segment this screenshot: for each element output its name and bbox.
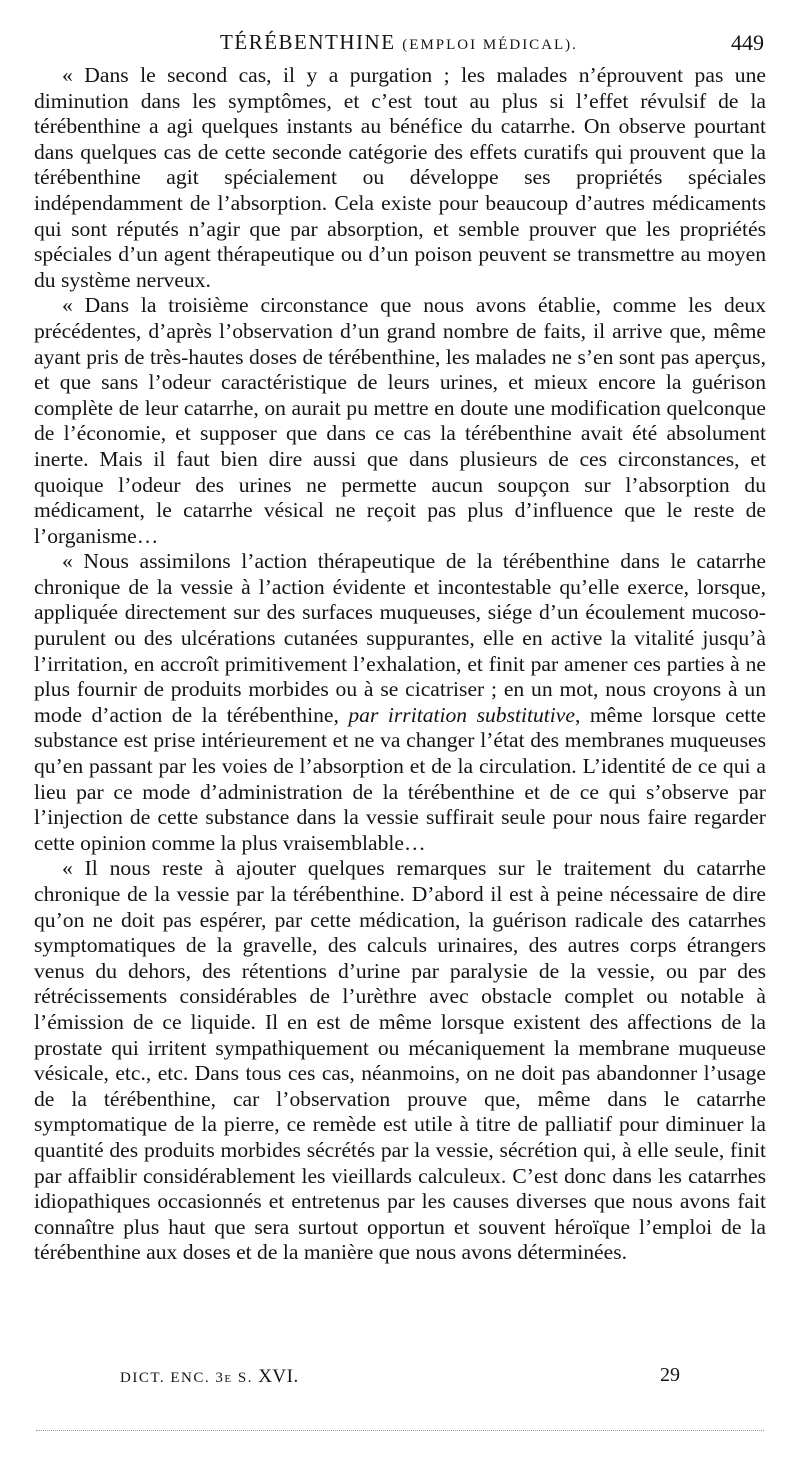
paragraph-3-text-after: , même lorsque cette substance est prise intérieurement et ne va changer l’état des membranes muqueuses qu’en passant par les voies de l’absorption et de la circulation. L’identité de ce qui a lieu par ce mode d’administration de la térébenthine et de ce qui s’observe par l’injection de cette substance dans la vessie suffirait seule pour nous faire regarder cette opinion comme la plus vraisemblable… bbox=[34, 702, 766, 855]
header-subtitle: (EMPLOI MÉDICAL). bbox=[402, 37, 578, 53]
header-title: TÉRÉBENTHINE bbox=[220, 30, 396, 54]
bottom-dotted-rule bbox=[36, 1430, 764, 1431]
paragraph-2: « Dans la troisième circonstance que nous avons établie, comme les deux précédentes, d’après l’observation d’un grand nombre de faits, il arrive que, même ayant pris de très-hautes doses de térébenthine, les malades ne s’en sont pas aperçus, et que sans l’odeur caractéristique de leurs urines, et mieux encore la guérison complète de leur catarrhe, on aurait pu mettre en doute une modification quelconque de l’économie, et supposer que dans ce cas la térébenthine avait été absolument inerte. Mais il faut bien dire aussi que dans plusieurs de ces circonstances, et quoique l’odeur des urines ne permette aucun soupçon sur l’absorption du médicament, le catarrhe vésical ne reçoit pas plus d’influence que le reste de l’organisme… bbox=[34, 293, 766, 548]
paragraph-1: « Dans le second cas, il y a purgation ; les malades n’éprouvent pas une diminution dans les symptômes, et c’est tout au plus si l’effet révulsif de la térébenthine a agi quelques instants au bénéfice du catarrhe. On observe pourtant dans quelques cas de cette seconde catégorie des effets curatifs qui prouvent que la térébenthine agit spécialement ou développe ses propriétés spéciales indépendamment de l’absorption. Cela existe pour beaucoup d’autres médicaments qui sont réputés n’agir que par absorption, et semble prouver que les propriétés spéciales d’un agent thérapeutique ou d’un poison peuvent se transmettre au moyen du système nerveux. bbox=[34, 63, 766, 292]
paragraph-4: « Il nous reste à ajouter quelques remarques sur le traitement du catarrhe chronique de la vessie par la térébenthine. D’abord il est à peine nécessaire de dire qu’on ne doit pas espérer, par cette médication, la guérison radicale des catarrhes symptomatiques de la gravelle, des calculs urinaires, des autres corps étrangers venus du dehors, des rétentions d’urine par paralysie de la vessie, ou par des rétrécissements considérables de l’urèthre avec obstacle complet ou notable à l’émission de ce liquide. Il en est de même lorsque existent des affections de la prostate qui irritent sympathiquement ou mécaniquement la membrane muqueuse vésicale, etc., etc. Dans tous ces cas, néanmoins, on ne doit pas abandonner l’usage de la térébenthine, car l’observation prouve que, même dans le catarrhe symptomatique de la pierre, ce remède est utile à titre de palliatif pour diminuer la quantité des produits morbides sécrétés par la vessie, sécrétion qui, à elle seule, finit par affaiblir considérablement les vieillards calculeux. C’est donc dans les catarrhes idiopathiques occasionnés et entretenus par les causes diverses que nous avons fait connaître plus haut que sera surtout opportun et souvent héroïque l’emploi de la térébenthine aux doses et de la manière que nous avons déterminées. bbox=[34, 856, 766, 1265]
paragraph-3-text-before: « Nous assimilons l’action thérapeutique de la térébenthine dans le catarrhe chronique de la vessie à l’action évidente et incontestable qu’elle exerce, lorsque, appliquée directement sur des surfaces muqueuses, siége d’un écoulement mucoso-purulent ou des ulcérations cutanées suppurantes, elle en active la vitalité jusqu’à l’irritation, en accroît primitivement l’exhalation, et finit par amener ces parties à ne plus fournir de produits morbides ou à se cicatriser ; en un mot, nous croyons à un mode d’action de la térébenthine, bbox=[34, 549, 766, 727]
running-title bbox=[34, 30, 764, 55]
sheet-number: 29 bbox=[660, 1364, 680, 1386]
paragraph-3-emphasis: par irritation substitutive bbox=[348, 702, 575, 727]
body-text bbox=[34, 63, 766, 1266]
footer bbox=[120, 1364, 700, 1390]
volume-number: XVI. bbox=[258, 1366, 299, 1387]
page-number: 449 bbox=[731, 30, 764, 55]
printer-signature bbox=[120, 1366, 299, 1388]
running-header bbox=[34, 30, 764, 60]
signature-text: DICT. ENC. 3e S. bbox=[120, 1370, 253, 1386]
paragraph-3 bbox=[34, 549, 766, 856]
